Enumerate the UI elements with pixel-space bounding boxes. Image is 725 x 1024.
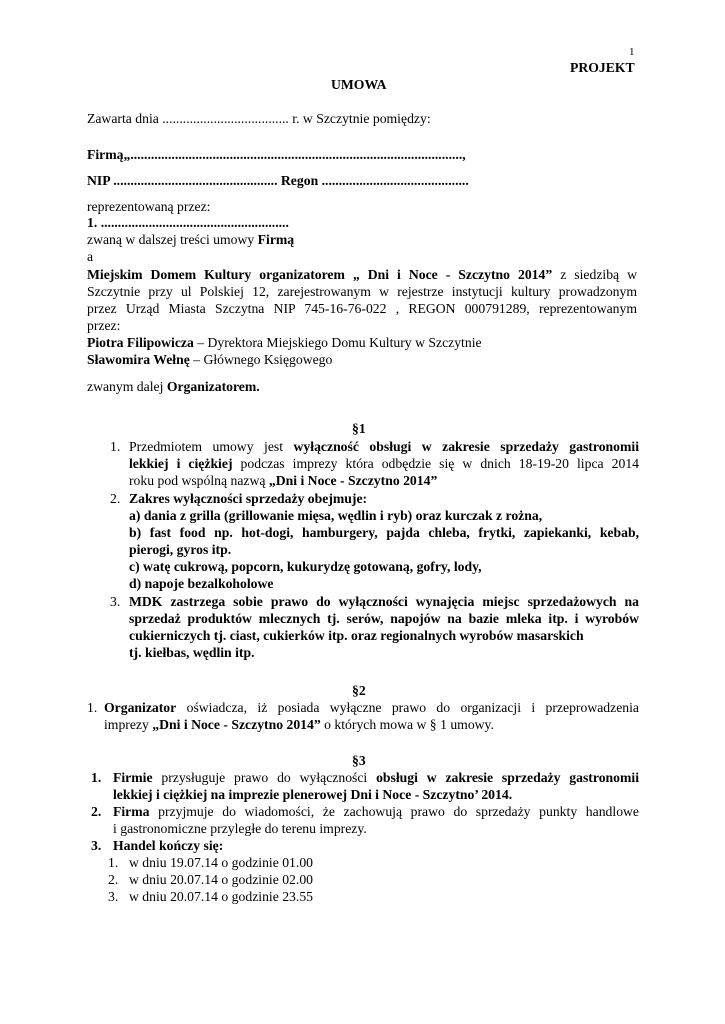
s1-p1-l2b: podczas imprezy która odbędzie się w dnich 18-19-20 lipca 2014	[240, 456, 640, 471]
s1-p3-line-3: cukierniczych tj. ciast, cukierków itp. oraz regionalnych wyrobów masarskich	[129, 628, 584, 643]
s3-p3-line-1: Handel kończy się:	[113, 838, 224, 853]
s3-p1-number: 1.	[91, 770, 102, 785]
called-firm-line	[87, 231, 294, 248]
s3-sub-2-text: w dniu 20.07.14 o godzinie 02.00	[129, 872, 314, 887]
s3-p1-l1b: przysługuje prawo do wyłączności	[161, 770, 368, 785]
s3-p1-l1c: obsługi w zakresie sprzedaży gastronomii	[376, 770, 639, 785]
section-3-heading: §3	[352, 753, 366, 768]
representative-1: 1. .......................................................	[87, 215, 289, 230]
represented-by: reprezentowaną przez:	[87, 199, 211, 214]
s2-l1b: oświadcza, iż posiada wyłączne prawo do organizacji i przeprowadzenia	[186, 700, 640, 715]
s3-sub-3-number: 3.	[108, 889, 119, 904]
projekt-label: PROJEKT	[570, 60, 635, 75]
s3-sub-1-text: w dniu 19.07.14 o godzinie 01.00	[129, 855, 314, 870]
mdk-line-1	[87, 266, 637, 283]
s3-p2-l1a: Firma	[113, 804, 150, 819]
s1-p3-number: 3.	[110, 594, 121, 609]
s1-p1-line-1	[129, 438, 639, 455]
s1-p1-l3a: roku pod wspólną nazwą	[129, 473, 266, 488]
s1-p1-l2a: lekkiej i ciężkiej	[129, 456, 233, 471]
mdk-seat: z siedzibą w	[560, 267, 638, 282]
s2-line-2	[104, 716, 494, 733]
s1-p2-item-d: d) napoje bezalkoholowe	[129, 576, 274, 591]
s2-l2b: „Dni i Noce - Szczytno 2014”	[152, 717, 321, 732]
person-1	[87, 334, 482, 351]
s3-p1-line-2: lekkiej i ciężkiej na imprezie plenerowej Dni i Noce - Szczytno’ 2014.	[113, 787, 513, 802]
regon-label: Regon	[280, 173, 319, 188]
person-2-name: Sławomira Wełnę	[87, 352, 190, 367]
person-1-role: – Dyrektora Miejskiego Domu Kultury w Szczytnie	[197, 335, 482, 350]
mdk-line-3: przez Urząd Miasta Szczytna NIP 745-16-76-022 , REGON 000791289, reprezentowanym	[87, 301, 637, 316]
s1-p1-l1a: Przedmiotem umowy jest	[129, 439, 284, 454]
s2-l2c: o których mowa w § 1 umowy.	[324, 717, 494, 732]
section-2-heading: §2	[352, 683, 366, 698]
person-2	[87, 351, 332, 368]
s1-p1-line-2	[129, 455, 639, 472]
organizer-called-line	[87, 378, 260, 395]
s3-p1-line-1	[113, 769, 639, 786]
s3-sub-3-text: w dniu 20.07.14 o godzinie 23.55	[129, 889, 314, 904]
s3-p2-l1b: przyjmuje do wiadomości, że zachowują prawo do sprzedaży punkty handlowe	[158, 804, 639, 819]
s3-p3-number: 3.	[91, 838, 102, 853]
s1-p3-line-4: tj. kiełbas, wędlin itp.	[129, 645, 255, 660]
s2-l1a: Organizator	[104, 700, 177, 715]
s1-p2-number: 2.	[110, 491, 121, 506]
s1-p1-line-3	[129, 472, 437, 489]
s1-p2-item-c: c) watę cukrową, popcorn, kukurydzę gotowaną, gofry, lody,	[129, 559, 482, 574]
nip-regon-line	[87, 172, 469, 189]
nip-label: NIP	[87, 173, 110, 188]
called-firm-text: zwaną w dalszej treści umowy	[87, 232, 255, 247]
s3-sub-2-number: 2.	[108, 872, 119, 887]
regon-dots: ...........................................	[321, 173, 469, 188]
mdk-name: Miejskim Domem Kultury organizatorem „ Dni i Noce - Szczytno 2014”	[87, 267, 553, 282]
conjunction-a: a	[87, 249, 94, 264]
s1-p3-line-1: MDK zastrzega sobie prawo do wyłączności wynajęcia miejsc sprzedażowych na	[129, 594, 639, 609]
s1-p1-number: 1.	[110, 439, 121, 454]
s3-p1-l1a: Firmie	[113, 770, 153, 785]
s3-p2-line-1	[113, 803, 639, 820]
mdk-line-2: Szczytnie przy ul Polskiej 12, zarejestrowanym w rejestrze instytucji kultury prowadzonym	[87, 284, 637, 299]
person-1-name: Piotra Filipowicza	[87, 335, 194, 350]
s3-p2-line-2: i gastronomiczne przyległe do terenu imprezy.	[113, 821, 367, 836]
s3-p2-number: 2.	[91, 804, 102, 819]
s2-line-1	[104, 699, 639, 716]
s2-number: 1.	[87, 700, 98, 715]
s1-p2-item-b2: pierogi, gyros itp.	[129, 542, 232, 557]
called-firm-bold: Firmą	[257, 232, 295, 247]
organizer-called-text: zwanym dalej	[87, 379, 164, 394]
s1-p1-l3b: „Dni i Noce - Szczytno 2014”	[268, 473, 438, 488]
s1-p2-line-1: Zakres wyłączności sprzedaży obejmuje:	[129, 491, 368, 506]
s1-p3-line-2: sprzedaż produktów mlecznych tj. serów, napojów na bazie mleka itp. i wyrobów	[129, 611, 639, 626]
s3-sub-1-number: 1.	[108, 855, 119, 870]
nip-dots: ................................................	[113, 173, 278, 188]
section-1-heading: §1	[352, 421, 366, 436]
s2-l2a: imprezy	[104, 717, 149, 732]
page-title: UMOWA	[331, 77, 387, 92]
company-name-line: Firmą„.................................................................................................,	[87, 147, 466, 162]
organizer-called-bold: Organizatorem.	[166, 379, 260, 394]
s1-p2-item-b: b) fast food np. hot-dogi, hamburgery, pajda chleba, frytki, zapiekanki, kebab,	[129, 525, 639, 540]
page-number: 1	[629, 46, 635, 58]
s1-p2-item-a: a) dania z grilla (grillowanie mięsa, wędlin i ryb) oraz kurczak z rożna,	[129, 508, 543, 523]
contract-date-line: Zawarta dnia ..................................... r. w Szczytnie pomiędzy:	[87, 111, 431, 126]
s1-p1-l1b: wyłączność obsługi w zakresie sprzedaży gastronomii	[293, 439, 640, 454]
mdk-line-4: przez:	[87, 318, 121, 333]
person-2-role: – Głównego Księgowego	[193, 352, 333, 367]
